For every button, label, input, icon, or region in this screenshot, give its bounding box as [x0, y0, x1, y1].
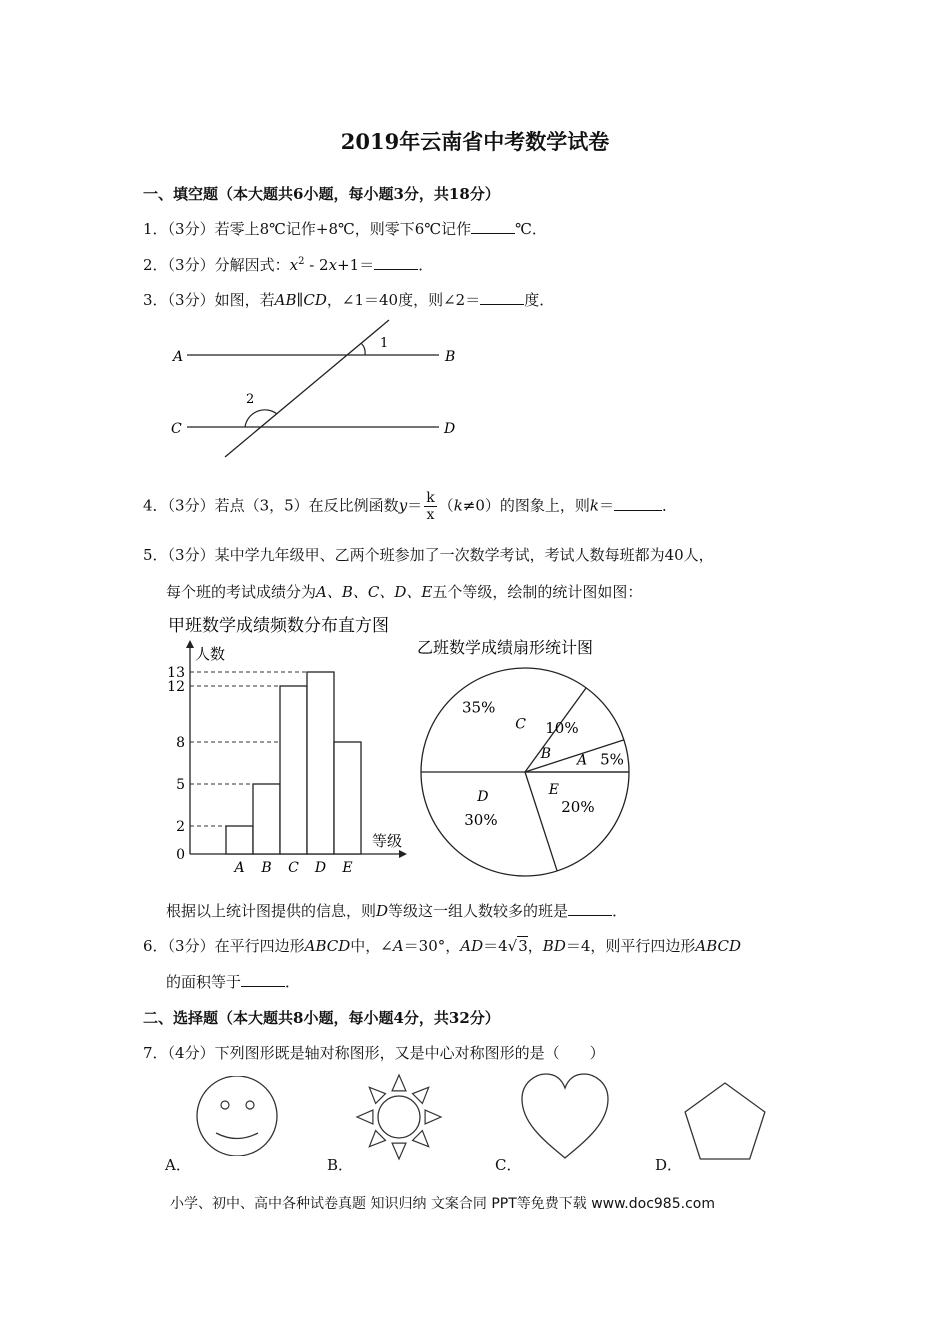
slice-label-A: A	[576, 752, 588, 769]
question-5-line-1: 5．（3分）某中学九年级甲、乙两个班参加了一次数学考试，考试人数每班都为40人，	[143, 546, 714, 564]
sun-circle	[378, 1096, 420, 1138]
bar-C	[280, 686, 307, 854]
label-angle-1: 1	[380, 336, 389, 351]
histogram-chart	[160, 610, 420, 880]
sun-ray	[413, 1087, 429, 1103]
x-tick-label: B	[261, 860, 272, 876]
face-circle	[197, 1076, 277, 1156]
y-tick-label: 13	[167, 665, 185, 681]
slice-percent-A: 5%	[600, 750, 624, 769]
eye-right	[246, 1101, 254, 1109]
x-axis-arrow	[399, 850, 407, 858]
answer-blank	[241, 972, 285, 987]
option-c-label: C．	[495, 1156, 522, 1174]
slice-label-C: C	[515, 716, 527, 733]
question-1: 1．（3分）若零上8℃记作+8℃，则零下6℃记作 ℃．	[143, 220, 547, 238]
heart-shape	[522, 1074, 608, 1158]
section-heading-2: 二、选择题（本大题共8小题，每小题4分，共32分）	[143, 1009, 500, 1027]
footer-text: 小学、初中、高中各种试卷真题 知识归纳 文案合同 PPT等免费下载 www.doc985.com	[170, 1196, 715, 1212]
y-tick-label: 5	[176, 777, 185, 793]
bar-A	[226, 826, 253, 854]
pie-title: 乙班数学成绩扇形统计图	[417, 638, 594, 657]
smiley-face-figure	[190, 1076, 290, 1156]
sun-rays	[357, 1075, 441, 1159]
question-6-line-2: 的面积等于 ．	[166, 973, 301, 991]
slice-label-D: D	[477, 788, 489, 805]
sun-ray	[413, 1131, 429, 1147]
label-b: B	[445, 349, 456, 365]
bar-E	[334, 742, 361, 854]
histogram-xlabel: 等级	[372, 832, 403, 850]
slice-label-E: E	[548, 782, 560, 799]
fraction-k-over-x: $\frac{k}{x}$	[426, 490, 435, 523]
label-c: C	[171, 421, 182, 437]
question-5-line-2: 每个班的考试成绩分为A、B、C、D、E五个等级，绘制的统计图如图：	[166, 583, 643, 601]
question-2: 2．（3分）分解因式：$x^2 - 2x+1=$ ．	[143, 256, 434, 274]
answer-blank	[471, 219, 515, 234]
angle-2-arc	[245, 410, 277, 427]
eye-left	[221, 1101, 229, 1109]
label-angle-2: 2	[246, 392, 255, 407]
parallel-lines-figure	[165, 315, 465, 465]
slice-percent-B: 10%	[545, 718, 579, 737]
slice-label-B: B	[540, 745, 552, 762]
histogram-title: 甲班数学成绩频数分布直方图	[168, 616, 389, 636]
question-7: 7．（4分）下列图形既是轴对称图形，又是中心对称图形的是（ ）	[143, 1044, 605, 1062]
section-heading-1: 一、填空题（本大题共6小题，每小题3分，共18分）	[143, 185, 500, 203]
question-5-line-3: 根据以上统计图提供的信息，则D等级这一组人数较多的班是 ．	[166, 902, 628, 920]
pie-chart	[415, 630, 660, 880]
sun-figure	[352, 1072, 447, 1164]
sun-ray	[392, 1143, 406, 1159]
sun-ray	[369, 1131, 385, 1147]
answer-blank	[480, 290, 524, 305]
x-tick-label: D	[314, 860, 327, 876]
answer-blank	[614, 496, 662, 511]
sun-ray	[369, 1087, 385, 1103]
option-d-label: D．	[655, 1156, 683, 1174]
question-6-line-1: 6．（3分）在平行四边形ABCD中，∠A＝30°，AD＝4√3，BD＝4，则平行四边形ABCD	[143, 937, 742, 955]
label-a: A	[173, 349, 184, 365]
question-4: 4．（3分）若点（3，5）在反比例函数y＝ $\frac{k}{x}$ （k≠0）的图象上，则k＝ ．	[143, 490, 678, 523]
sun-ray	[357, 1110, 373, 1124]
angle-1-arc	[361, 343, 365, 355]
bar-B	[253, 784, 280, 854]
y-tick-label: 2	[176, 819, 185, 835]
y-tick-label: 8	[176, 735, 185, 751]
slice-percent-D: 30%	[464, 810, 498, 829]
y-tick-label: 0	[176, 847, 185, 863]
slice-percent-C: 35%	[461, 698, 496, 717]
transversal-line	[225, 320, 389, 457]
answer-blank	[374, 255, 418, 270]
y-tick-label: 12	[167, 679, 185, 695]
heart-figure	[518, 1072, 613, 1164]
y-axis-arrow	[186, 640, 194, 648]
pentagon-figure	[678, 1078, 773, 1166]
option-b-label: B．	[327, 1156, 354, 1174]
option-a-label: A．	[165, 1156, 191, 1174]
x-tick-label: A	[234, 860, 245, 876]
page-title: 2019年云南省中考数学试卷	[340, 129, 610, 154]
sun-ray	[392, 1075, 406, 1091]
histogram-ylabel: 人数	[195, 645, 226, 663]
question-3: 3．（3分）如图，若AB∥CD，∠1＝40度，则∠2＝ 度．	[143, 291, 555, 309]
mouth	[216, 1133, 258, 1139]
answer-blank	[568, 901, 612, 916]
label-d: D	[444, 421, 456, 437]
x-tick-label: E	[342, 860, 353, 876]
sun-ray	[425, 1110, 441, 1124]
pentagon-shape	[685, 1083, 765, 1159]
pie-plot	[421, 668, 629, 876]
slice-percent-E: 20%	[561, 798, 595, 817]
bar-D	[307, 672, 334, 854]
x-tick-label: C	[288, 860, 299, 876]
